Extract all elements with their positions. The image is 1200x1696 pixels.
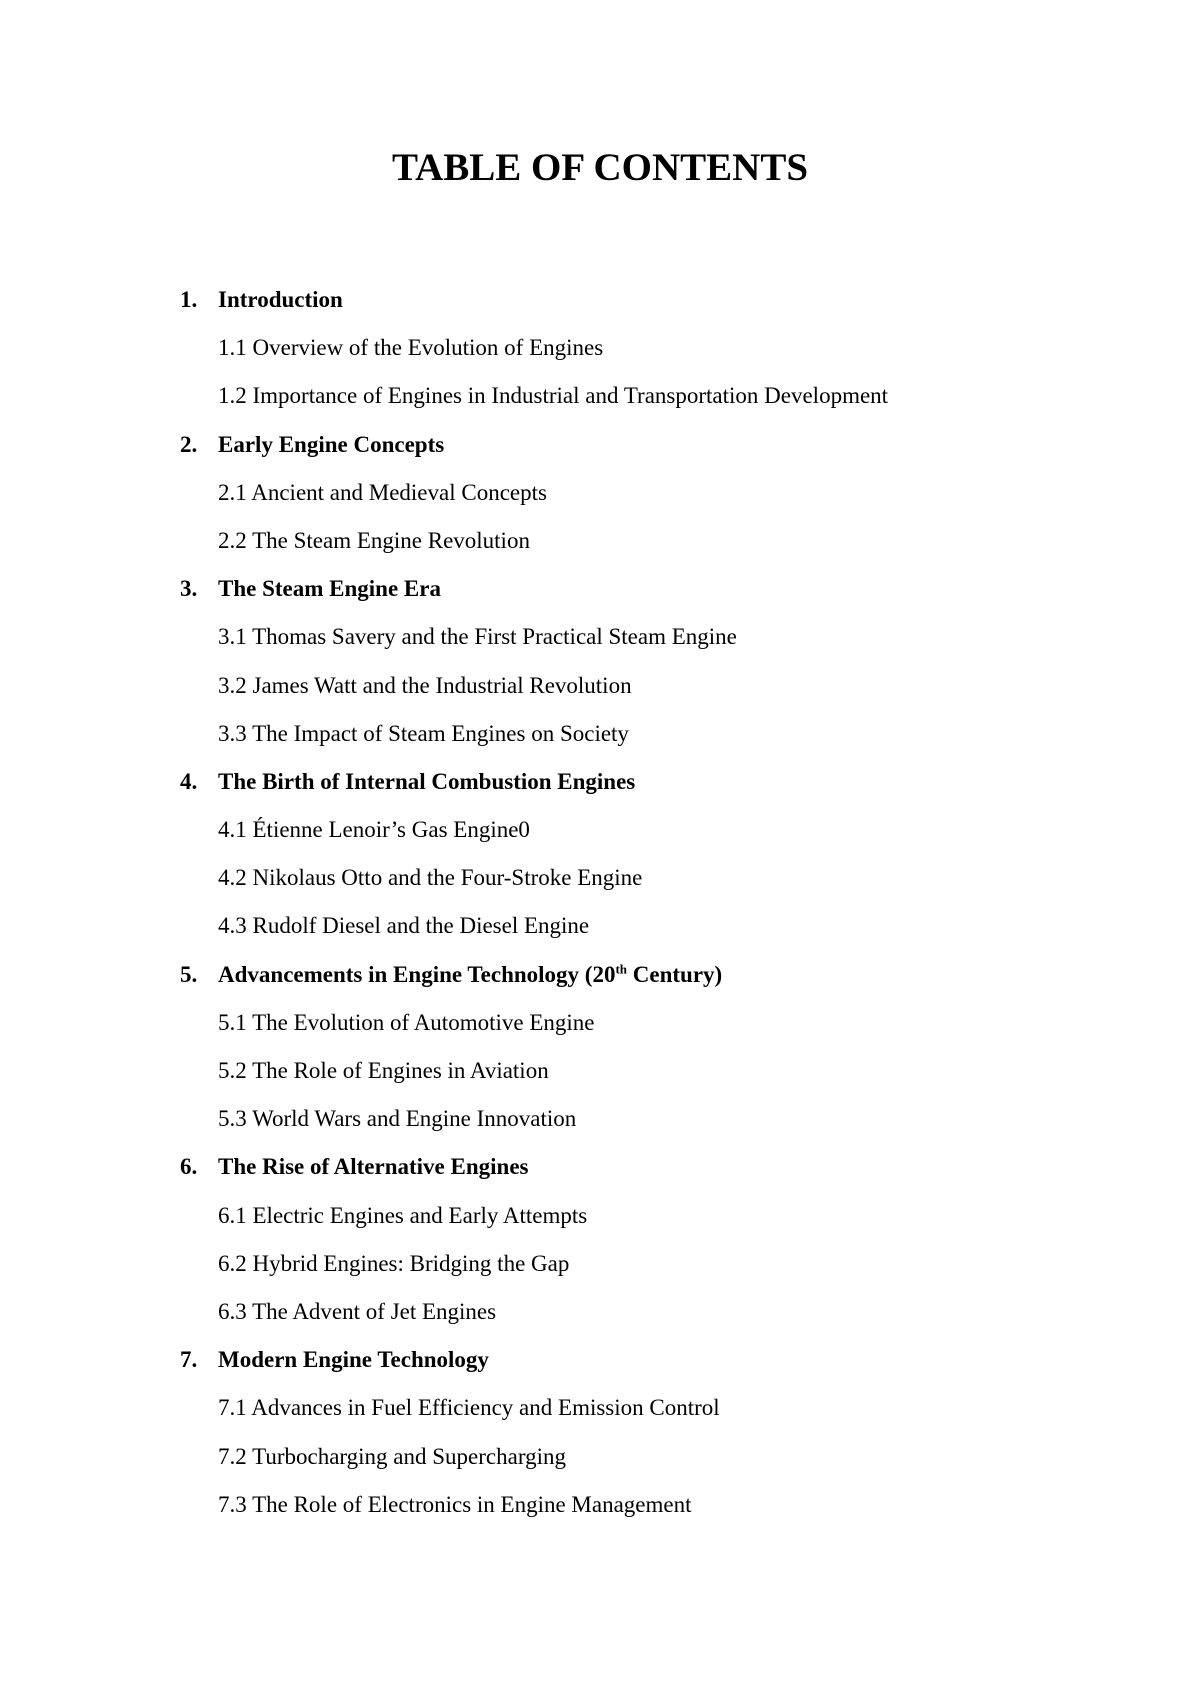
toc-subsection	[180, 814, 1140, 862]
toc-subsection	[180, 332, 1140, 380]
toc-subsection-title: 5.3 World Wars and Engine Innovation	[218, 1106, 577, 1132]
toc-subsection-title: 4.2 Nikolaus Otto and the Four-Stroke Engine	[218, 865, 643, 891]
toc-subsection	[180, 525, 1140, 573]
toc-subsection-title: 6.3 The Advent of Jet Engines	[218, 1298, 497, 1324]
toc-section-title-text: The Birth of Internal Combustion Engines	[218, 768, 636, 794]
toc-subsection	[180, 1103, 1140, 1151]
toc-section	[180, 284, 1140, 332]
toc-subsection-title: 4.3 Rudolf Diesel and the Diesel Engine	[218, 913, 590, 939]
toc-section	[180, 959, 1140, 1007]
toc-section	[180, 766, 1140, 814]
toc-subsection-title: 7.2 Turbocharging and Supercharging	[218, 1443, 566, 1469]
toc-subsection	[180, 670, 1140, 718]
toc-section-title	[218, 766, 635, 798]
toc-section-number: 1.	[180, 287, 198, 312]
toc-section	[180, 1151, 1140, 1199]
toc-section-number: 2.	[180, 431, 198, 457]
toc-section-number: 4.	[180, 768, 198, 794]
toc-section-title	[218, 1344, 489, 1376]
toc-subsection-title: 3.3 The Impact of Steam Engines on Society	[218, 720, 629, 746]
toc-subsection	[180, 621, 1140, 669]
toc-subsection-title: 5.1 The Evolution of Automotive Engine	[218, 1009, 595, 1035]
toc-section-title	[218, 1151, 529, 1183]
toc-subsection	[180, 1489, 1140, 1537]
toc-section-title-text: Advancements in Engine Technology (20	[218, 961, 616, 987]
toc-subsection-title: 1.2 Importance of Engines in Industrial and Transportation Development	[218, 383, 889, 409]
toc-subsection	[180, 1055, 1140, 1103]
toc-section-title	[218, 429, 444, 461]
toc-section-title-text: The Steam Engine Era	[218, 576, 441, 602]
toc-section-title-superscript: th	[615, 960, 628, 976]
toc-section-title	[218, 959, 722, 991]
toc-section-number: 6.	[180, 1154, 198, 1180]
toc-subsection-title: 4.1 Étienne Lenoir’s Gas Engine0	[218, 817, 530, 843]
toc-section-number: 5.	[180, 961, 198, 987]
toc-subsection	[180, 1007, 1140, 1055]
toc-subsection	[180, 1200, 1140, 1248]
toc-section-title	[218, 284, 343, 316]
toc-section	[180, 573, 1140, 621]
toc-subsection-title: 7.3 The Role of Electronics in Engine Management	[218, 1491, 692, 1517]
toc-section-title-suffix: Century)	[627, 961, 723, 987]
toc-subsection	[180, 910, 1140, 958]
toc-section-title	[218, 573, 441, 605]
toc-subsection-title: 1.1 Overview of the Evolution of Engines	[218, 335, 604, 361]
toc-subsection-title: 6.2 Hybrid Engines: Bridging the Gap	[218, 1250, 570, 1276]
toc-section-title-text: Early Engine Concepts	[218, 431, 445, 457]
toc-section	[180, 429, 1140, 477]
toc-subsection	[180, 380, 1140, 428]
toc-section-title-text: Modern Engine Technology	[218, 1347, 489, 1373]
toc-section-number: 3.	[180, 576, 198, 602]
toc-subsection	[180, 1296, 1140, 1344]
toc-subsection-title: 3.2 James Watt and the Industrial Revolution	[218, 672, 632, 698]
toc-subsection	[180, 1248, 1140, 1296]
toc-section-number: 7.	[180, 1347, 198, 1373]
toc-section-title-text: The Rise of Alternative Engines	[218, 1154, 529, 1180]
toc-subsection-title: 5.2 The Role of Engines in Aviation	[218, 1058, 549, 1083]
page-title: TABLE OF CONTENTS	[391, 146, 809, 189]
toc-subsection-title: 2.1 Ancient and Medieval Concepts	[218, 479, 547, 505]
toc-subsection-title: 6.1 Electric Engines and Early Attempts	[218, 1202, 588, 1228]
toc-subsection	[180, 862, 1140, 910]
toc-section	[180, 1344, 1140, 1392]
toc-subsection-title: 3.1 Thomas Savery and the First Practical Steam Engine	[218, 624, 737, 650]
toc-section-title-text: Introduction	[218, 287, 343, 312]
toc-subsection	[180, 477, 1140, 525]
table-of-contents	[180, 284, 1140, 1537]
toc-subsection-title: 7.1 Advances in Fuel Efficiency and Emission Control	[218, 1395, 720, 1421]
toc-subsection	[180, 1392, 1140, 1440]
toc-subsection-title: 2.2 The Steam Engine Revolution	[218, 527, 530, 553]
toc-subsection	[180, 718, 1140, 766]
toc-subsection	[180, 1441, 1140, 1489]
